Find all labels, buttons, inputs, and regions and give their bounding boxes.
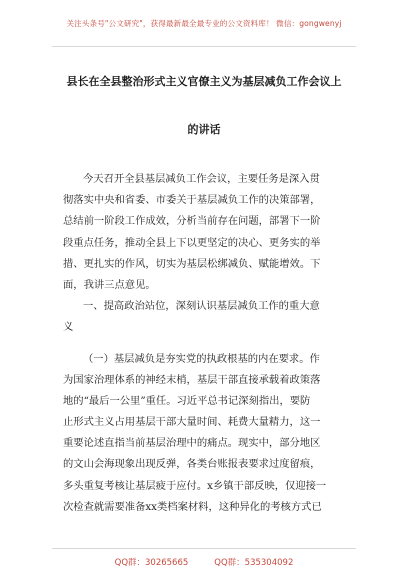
section-heading-line: 义 <box>63 321 74 334</box>
body-line: 地的“最后一公里”重任。习近平总书记深刻指出，要防 <box>63 394 311 407</box>
body-line: 次检查就需要准备xx类档案材料，这种异化的考核方式已 <box>63 500 322 513</box>
document-title-line-1: 县长在全县整治形式主义官僚主义为基层减负工作会议上 <box>66 75 342 88</box>
header-banner-text: 关注头条号"公文研究"，获得最新最全最专业的公文资料库！ 微信：gongwenyj <box>66 18 342 28</box>
body-line: 重要论述直指当前基层治理中的痛点。现实中，部分地区 <box>63 437 321 450</box>
body-line: 段重点任务，推动全县上下以更坚定的决心、更务实的举 <box>63 236 321 249</box>
body-line: 彻落实中央和省委、市委关于基层减负工作的决策部署， <box>63 194 321 207</box>
body-line: （一）基层减负是夯实党的执政根基的内在要求。作 <box>83 352 320 365</box>
document-body <box>63 169 347 518</box>
header-divider <box>52 46 356 47</box>
body-line: 的文山会海现象出现反弹，各类台账报表要求过度留痕， <box>63 458 321 471</box>
body-line: 措、更扎实的作风，切实为基层松绑减负、赋能增效。下 <box>63 257 321 270</box>
header-banner <box>0 0 408 46</box>
body-line: 面，我讲三点意见。 <box>63 278 156 291</box>
footer-qq-group-1: QQ群：30265665 <box>114 558 189 568</box>
footer-qq-group-2: QQ群：535304092 <box>214 558 294 568</box>
body-line: 为国家治理体系的神经末梢，基层干部直接承载着政策落 <box>63 373 321 386</box>
body-line: 多头重复考核让基层疲于应付。x乡镇干部反映，仅迎接一 <box>63 479 327 492</box>
body-line: 今天召开全县基层减负工作会议，主要任务是深入贯 <box>83 173 320 185</box>
body-line: 止形式主义占用基层干部大量时间、耗费大量精力，这一 <box>63 416 321 429</box>
section-heading-line: 一、提高政治站位，深刻认识基层减负工作的重大意 <box>83 300 320 313</box>
body-line: 总结前一阶段工作成效，分析当前存在问题，部署下一阶 <box>63 215 321 228</box>
footer <box>0 556 408 568</box>
footer-divider <box>52 548 356 549</box>
paragraph-gap <box>63 339 347 349</box>
document-title-line-2: 的讲话 <box>187 123 221 136</box>
